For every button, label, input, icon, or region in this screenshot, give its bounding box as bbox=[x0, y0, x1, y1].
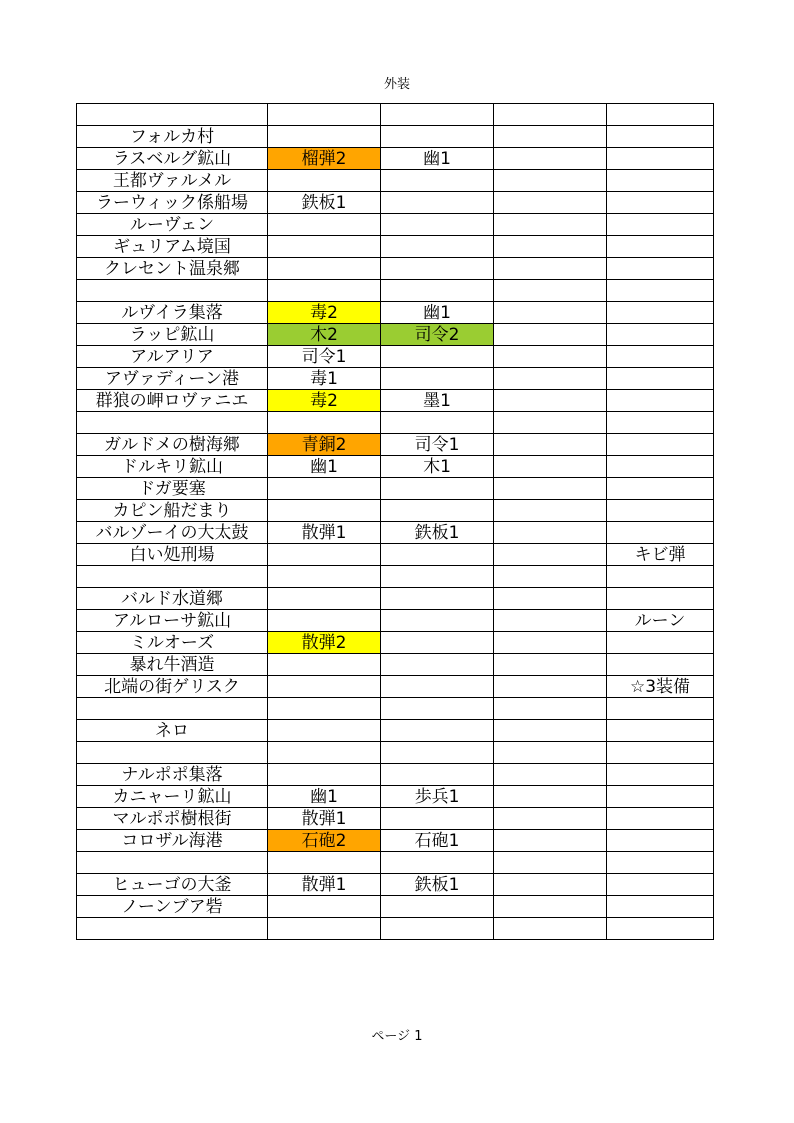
item-cell[interactable] bbox=[607, 478, 714, 500]
item-cell[interactable] bbox=[607, 742, 714, 764]
location-cell[interactable]: アヴァディーン港 bbox=[77, 368, 268, 390]
item-cell[interactable] bbox=[607, 302, 714, 324]
item-cell[interactable] bbox=[607, 104, 714, 126]
item-cell[interactable] bbox=[381, 280, 494, 302]
item-cell[interactable] bbox=[381, 588, 494, 610]
item-cell[interactable] bbox=[607, 280, 714, 302]
item-cell[interactable] bbox=[494, 896, 607, 918]
table-row bbox=[77, 302, 714, 324]
item-cell[interactable] bbox=[268, 698, 381, 720]
table-row bbox=[77, 148, 714, 170]
item-cell[interactable]: 司令2 bbox=[381, 324, 494, 346]
table-row bbox=[77, 434, 714, 456]
item-cell[interactable] bbox=[607, 522, 714, 544]
item-cell[interactable] bbox=[607, 170, 714, 192]
table-row bbox=[77, 478, 714, 500]
item-cell[interactable] bbox=[381, 346, 494, 368]
item-cell[interactable] bbox=[607, 412, 714, 434]
item-cell[interactable] bbox=[381, 236, 494, 258]
item-cell[interactable] bbox=[381, 764, 494, 786]
location-cell[interactable] bbox=[77, 742, 268, 764]
location-cell[interactable]: ドルキリ鉱山 bbox=[77, 456, 268, 478]
item-cell[interactable] bbox=[494, 720, 607, 742]
item-cell[interactable]: 散弾1 bbox=[268, 874, 381, 896]
item-cell[interactable] bbox=[607, 566, 714, 588]
item-cell[interactable] bbox=[607, 654, 714, 676]
location-cell[interactable]: アルアリア bbox=[77, 346, 268, 368]
item-cell[interactable] bbox=[381, 258, 494, 280]
item-cell[interactable] bbox=[607, 192, 714, 214]
location-cell[interactable] bbox=[77, 698, 268, 720]
item-cell[interactable] bbox=[268, 104, 381, 126]
item-cell[interactable]: 毒2 bbox=[268, 302, 381, 324]
table-row bbox=[77, 566, 714, 588]
location-cell[interactable]: カニャーリ鉱山 bbox=[77, 786, 268, 808]
item-cell[interactable] bbox=[607, 214, 714, 236]
item-cell[interactable]: 幽1 bbox=[381, 302, 494, 324]
location-cell[interactable] bbox=[77, 104, 268, 126]
item-cell[interactable] bbox=[268, 764, 381, 786]
item-cell[interactable] bbox=[607, 236, 714, 258]
table-row bbox=[77, 170, 714, 192]
item-cell[interactable] bbox=[607, 148, 714, 170]
table-row bbox=[77, 588, 714, 610]
item-cell[interactable]: 木1 bbox=[381, 456, 494, 478]
item-cell[interactable] bbox=[494, 852, 607, 874]
item-cell[interactable] bbox=[268, 500, 381, 522]
location-cell[interactable]: ギュリアム境国 bbox=[77, 236, 268, 258]
table-row bbox=[77, 280, 714, 302]
item-cell[interactable] bbox=[607, 720, 714, 742]
item-cell[interactable] bbox=[607, 698, 714, 720]
item-cell[interactable] bbox=[607, 258, 714, 280]
item-cell[interactable]: 司令1 bbox=[381, 434, 494, 456]
location-cell[interactable]: ネロ bbox=[77, 720, 268, 742]
item-cell[interactable] bbox=[494, 632, 607, 654]
item-cell[interactable] bbox=[494, 588, 607, 610]
item-cell[interactable]: 石砲1 bbox=[381, 830, 494, 852]
item-cell[interactable] bbox=[494, 566, 607, 588]
item-cell[interactable] bbox=[268, 214, 381, 236]
item-cell[interactable] bbox=[494, 192, 607, 214]
location-cell[interactable]: ミルオーズ bbox=[77, 632, 268, 654]
item-cell[interactable]: 毒1 bbox=[268, 368, 381, 390]
item-cell[interactable] bbox=[268, 610, 381, 632]
location-cell[interactable]: 群狼の岬ロヴァニエ bbox=[77, 390, 268, 412]
table-row bbox=[77, 390, 714, 412]
item-cell[interactable] bbox=[381, 214, 494, 236]
page-footer: ページ 1 bbox=[371, 1029, 423, 1044]
item-cell[interactable] bbox=[494, 698, 607, 720]
location-cell[interactable] bbox=[77, 852, 268, 874]
table-row bbox=[77, 896, 714, 918]
table-row bbox=[77, 918, 714, 940]
item-cell[interactable] bbox=[268, 654, 381, 676]
item-cell[interactable] bbox=[607, 588, 714, 610]
item-cell[interactable]: 鉄板1 bbox=[268, 192, 381, 214]
item-cell[interactable] bbox=[268, 170, 381, 192]
location-cell[interactable]: ヒューゴの大釜 bbox=[77, 874, 268, 896]
item-cell[interactable] bbox=[494, 324, 607, 346]
item-cell[interactable] bbox=[268, 676, 381, 698]
item-cell[interactable] bbox=[494, 918, 607, 940]
item-cell[interactable] bbox=[494, 742, 607, 764]
item-cell[interactable] bbox=[268, 918, 381, 940]
item-cell[interactable] bbox=[494, 346, 607, 368]
table-row bbox=[77, 544, 714, 566]
item-cell[interactable]: 散弾1 bbox=[268, 522, 381, 544]
item-cell[interactable] bbox=[607, 368, 714, 390]
spreadsheet-table bbox=[76, 103, 714, 940]
table-body bbox=[77, 104, 714, 940]
item-cell[interactable] bbox=[607, 346, 714, 368]
table-row bbox=[77, 764, 714, 786]
item-cell[interactable] bbox=[494, 522, 607, 544]
item-cell[interactable]: 散弾1 bbox=[268, 808, 381, 830]
item-cell[interactable] bbox=[494, 764, 607, 786]
location-cell[interactable]: 王都ヴァルメル bbox=[77, 170, 268, 192]
table-row bbox=[77, 632, 714, 654]
location-cell[interactable]: ガルドメの樹海郷 bbox=[77, 434, 268, 456]
table-row bbox=[77, 126, 714, 148]
item-cell[interactable] bbox=[607, 632, 714, 654]
location-cell[interactable]: クレセント温泉郷 bbox=[77, 258, 268, 280]
item-cell[interactable] bbox=[607, 324, 714, 346]
item-cell[interactable] bbox=[381, 610, 494, 632]
location-cell[interactable]: マルポポ樹根街 bbox=[77, 808, 268, 830]
item-cell[interactable] bbox=[494, 236, 607, 258]
item-cell[interactable] bbox=[607, 874, 714, 896]
item-cell[interactable]: ルーン bbox=[607, 610, 714, 632]
item-cell[interactable] bbox=[381, 742, 494, 764]
item-cell[interactable] bbox=[494, 654, 607, 676]
table-row bbox=[77, 610, 714, 632]
location-cell[interactable]: バルド水道郷 bbox=[77, 588, 268, 610]
item-cell[interactable] bbox=[607, 456, 714, 478]
item-cell[interactable] bbox=[607, 764, 714, 786]
item-cell[interactable] bbox=[607, 500, 714, 522]
item-cell[interactable] bbox=[494, 786, 607, 808]
item-cell[interactable]: 石砲2 bbox=[268, 830, 381, 852]
item-cell[interactable] bbox=[381, 808, 494, 830]
item-cell[interactable] bbox=[607, 786, 714, 808]
table-row bbox=[77, 258, 714, 280]
location-cell[interactable]: ラッピ鉱山 bbox=[77, 324, 268, 346]
location-cell[interactable] bbox=[77, 566, 268, 588]
item-cell[interactable]: 司令1 bbox=[268, 346, 381, 368]
location-cell[interactable]: ドガ要塞 bbox=[77, 478, 268, 500]
table-row bbox=[77, 236, 714, 258]
table-row bbox=[77, 104, 714, 126]
item-cell[interactable] bbox=[494, 214, 607, 236]
item-cell[interactable] bbox=[268, 236, 381, 258]
table-row bbox=[77, 676, 714, 698]
location-cell[interactable]: ラスベルグ鉱山 bbox=[77, 148, 268, 170]
item-cell[interactable] bbox=[381, 368, 494, 390]
table-row bbox=[77, 346, 714, 368]
location-cell[interactable]: 暴れ牛酒造 bbox=[77, 654, 268, 676]
table-row bbox=[77, 456, 714, 478]
table-row bbox=[77, 698, 714, 720]
item-cell[interactable] bbox=[381, 192, 494, 214]
item-cell[interactable]: 木2 bbox=[268, 324, 381, 346]
location-cell[interactable]: ナルポポ集落 bbox=[77, 764, 268, 786]
item-cell[interactable] bbox=[494, 104, 607, 126]
item-cell[interactable] bbox=[381, 566, 494, 588]
item-cell[interactable] bbox=[494, 148, 607, 170]
item-cell[interactable] bbox=[607, 808, 714, 830]
table-row bbox=[77, 786, 714, 808]
item-cell[interactable] bbox=[268, 852, 381, 874]
item-cell[interactable] bbox=[494, 830, 607, 852]
location-cell[interactable]: ルーヴェン bbox=[77, 214, 268, 236]
item-cell[interactable]: 散弾2 bbox=[268, 632, 381, 654]
item-cell[interactable] bbox=[607, 896, 714, 918]
item-cell[interactable] bbox=[494, 368, 607, 390]
item-cell[interactable] bbox=[494, 676, 607, 698]
location-cell[interactable]: アルローサ鉱山 bbox=[77, 610, 268, 632]
table-row bbox=[77, 852, 714, 874]
item-cell[interactable] bbox=[268, 544, 381, 566]
table-row bbox=[77, 808, 714, 830]
item-cell[interactable] bbox=[268, 478, 381, 500]
item-cell[interactable]: 歩兵1 bbox=[381, 786, 494, 808]
location-cell[interactable]: ラーウィック係船場 bbox=[77, 192, 268, 214]
table-row bbox=[77, 324, 714, 346]
table-row bbox=[77, 654, 714, 676]
item-cell[interactable] bbox=[607, 830, 714, 852]
table-row bbox=[77, 500, 714, 522]
item-cell[interactable] bbox=[381, 500, 494, 522]
item-cell[interactable] bbox=[494, 390, 607, 412]
item-cell[interactable] bbox=[381, 852, 494, 874]
table-row bbox=[77, 830, 714, 852]
item-cell[interactable] bbox=[381, 720, 494, 742]
location-cell[interactable] bbox=[77, 918, 268, 940]
item-cell[interactable] bbox=[494, 456, 607, 478]
item-cell[interactable] bbox=[268, 412, 381, 434]
item-cell[interactable] bbox=[381, 478, 494, 500]
item-cell[interactable] bbox=[268, 742, 381, 764]
page-header: 外装 bbox=[383, 77, 410, 92]
item-cell[interactable] bbox=[607, 918, 714, 940]
item-cell[interactable] bbox=[268, 566, 381, 588]
table-row bbox=[77, 874, 714, 896]
item-cell[interactable] bbox=[268, 720, 381, 742]
location-cell[interactable]: 白い処刑場 bbox=[77, 544, 268, 566]
item-cell[interactable]: 幽1 bbox=[268, 786, 381, 808]
location-cell[interactable]: 北端の街ゲリスク bbox=[77, 676, 268, 698]
location-cell[interactable]: ノーンブア砦 bbox=[77, 896, 268, 918]
item-cell[interactable]: 鉄板1 bbox=[381, 522, 494, 544]
item-cell[interactable] bbox=[381, 412, 494, 434]
item-cell[interactable] bbox=[494, 610, 607, 632]
location-cell[interactable] bbox=[77, 280, 268, 302]
item-cell[interactable] bbox=[381, 544, 494, 566]
item-cell[interactable] bbox=[268, 588, 381, 610]
table-row bbox=[77, 742, 714, 764]
item-cell[interactable] bbox=[268, 280, 381, 302]
item-cell[interactable] bbox=[494, 170, 607, 192]
table-row bbox=[77, 720, 714, 742]
item-cell[interactable] bbox=[607, 390, 714, 412]
item-cell[interactable] bbox=[607, 126, 714, 148]
item-cell[interactable] bbox=[381, 676, 494, 698]
table-row bbox=[77, 522, 714, 544]
item-cell[interactable]: 毒2 bbox=[268, 390, 381, 412]
item-cell[interactable] bbox=[494, 126, 607, 148]
item-cell[interactable] bbox=[381, 654, 494, 676]
table-row bbox=[77, 192, 714, 214]
item-cell[interactable] bbox=[268, 896, 381, 918]
item-cell[interactable] bbox=[381, 170, 494, 192]
item-cell[interactable] bbox=[268, 258, 381, 280]
item-cell[interactable] bbox=[494, 808, 607, 830]
item-cell[interactable] bbox=[381, 896, 494, 918]
item-cell[interactable]: 青銅2 bbox=[268, 434, 381, 456]
item-cell[interactable] bbox=[494, 544, 607, 566]
item-cell[interactable] bbox=[381, 918, 494, 940]
location-cell[interactable]: ルヴイラ集落 bbox=[77, 302, 268, 324]
item-cell[interactable]: 幽1 bbox=[268, 456, 381, 478]
item-cell[interactable] bbox=[381, 104, 494, 126]
item-cell[interactable] bbox=[494, 500, 607, 522]
location-cell[interactable]: カピン船だまり bbox=[77, 500, 268, 522]
location-cell[interactable]: コロザル海港 bbox=[77, 830, 268, 852]
item-cell[interactable] bbox=[494, 434, 607, 456]
item-cell[interactable] bbox=[494, 412, 607, 434]
location-cell[interactable]: バルゾーイの大太鼓 bbox=[77, 522, 268, 544]
item-cell[interactable]: 墨1 bbox=[381, 390, 494, 412]
location-cell[interactable] bbox=[77, 412, 268, 434]
item-cell[interactable] bbox=[381, 126, 494, 148]
item-cell[interactable] bbox=[607, 434, 714, 456]
item-cell[interactable] bbox=[494, 280, 607, 302]
item-cell[interactable]: ☆3装備 bbox=[607, 676, 714, 698]
item-cell[interactable] bbox=[381, 698, 494, 720]
item-cell[interactable]: 榴弾2 bbox=[268, 148, 381, 170]
table-row bbox=[77, 368, 714, 390]
item-cell[interactable] bbox=[494, 874, 607, 896]
item-cell[interactable]: 鉄板1 bbox=[381, 874, 494, 896]
item-cell[interactable]: 幽1 bbox=[381, 148, 494, 170]
table-row bbox=[77, 412, 714, 434]
item-cell[interactable] bbox=[607, 852, 714, 874]
item-cell[interactable]: キビ弾 bbox=[607, 544, 714, 566]
item-cell[interactable] bbox=[381, 632, 494, 654]
item-cell[interactable] bbox=[494, 302, 607, 324]
item-cell[interactable] bbox=[494, 258, 607, 280]
table-row bbox=[77, 214, 714, 236]
item-cell[interactable] bbox=[494, 478, 607, 500]
item-cell[interactable] bbox=[268, 126, 381, 148]
location-cell[interactable]: フォルカ村 bbox=[77, 126, 268, 148]
